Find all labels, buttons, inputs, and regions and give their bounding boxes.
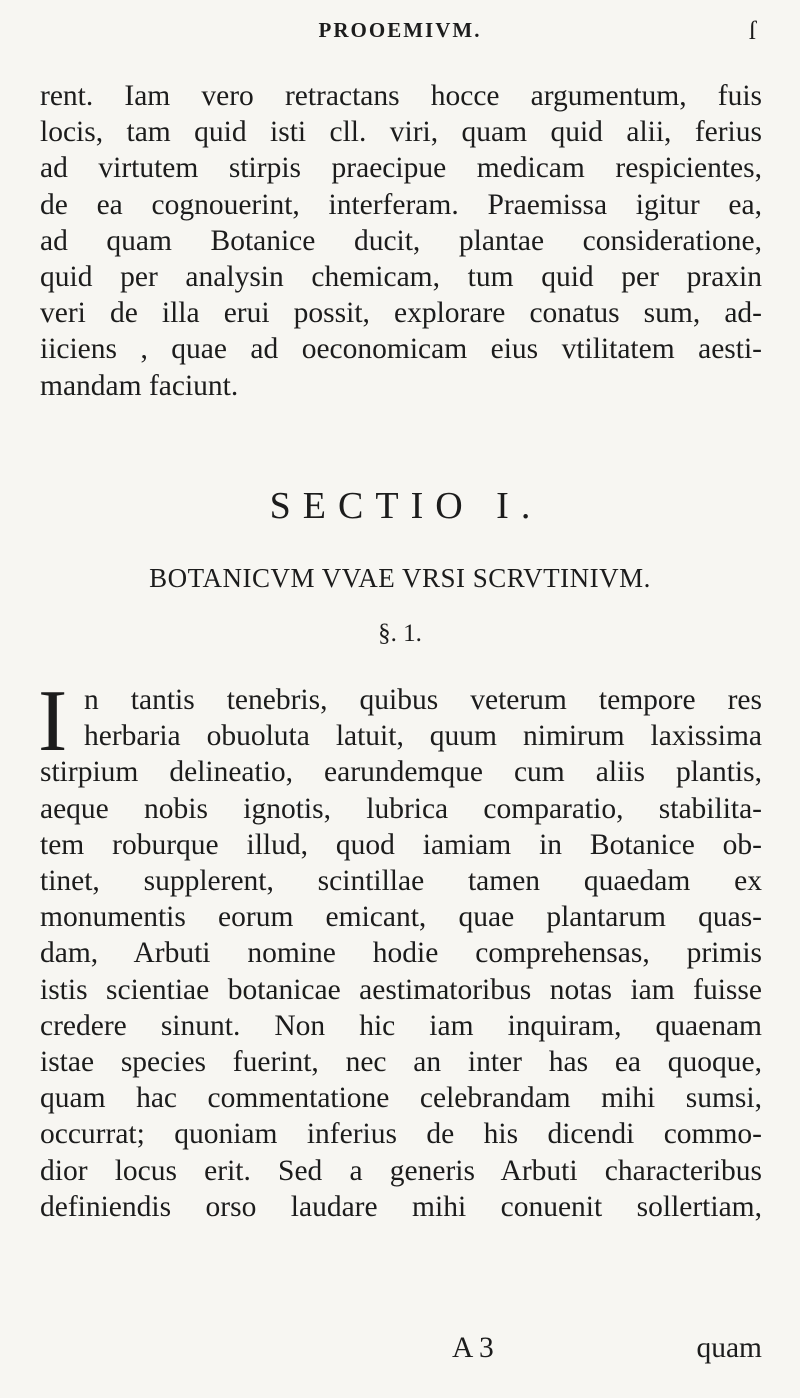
text-line: herbaria obuoluta latuit, quum nimirum laxissima <box>84 720 762 753</box>
text-line: rent. Iam vero retractans hocce argumentum, fuis <box>40 80 762 112</box>
text-line: n tantis tenebris, quibus veterum tempore res <box>84 684 762 716</box>
text-line: aeque nobis ignotis, lubrica comparatio, stabilita- <box>40 792 762 825</box>
text-line: tinet, supplerent, scintillae tamen quaedam ex <box>40 865 762 898</box>
text-line: monumentis eorum emicant, quae plantarum quas- <box>40 901 762 934</box>
text-line: istae species fuerint, nec an inter has ea quoque, <box>40 1046 762 1079</box>
text-line: occurrat; quoniam inferius de his dicendi commo- <box>40 1118 762 1151</box>
text-line: ad quam Botanice ducit, plantae consideratione, <box>40 224 762 257</box>
text-line: locis, tam quid isti cll. viri, quam quid alii, ferius <box>40 116 762 149</box>
text-line: credere sinunt. Non hic iam inquiram, quaenam <box>40 1009 762 1042</box>
text-line: quid per analysin chemicam, tum quid per praxin <box>40 261 762 294</box>
text-line: tem roburque illud, quod iamiam in Botanice ob- <box>40 828 762 861</box>
paragraph-mark: §. 1. <box>378 620 422 647</box>
page-mark: ſ <box>748 16 756 45</box>
body-paragraph <box>38 673 762 1225</box>
catchword: quam <box>696 1332 762 1364</box>
page-footer <box>0 1330 800 1370</box>
text-line: de ea cognouerint, interferam. Praemissa igitur ea, <box>40 188 762 221</box>
text-line: dior locus erit. Sed a generis Arbuti characteribus <box>40 1154 762 1187</box>
text-line: ad virtutem stirpis praecipue medicam respicientes, <box>40 152 762 185</box>
text-line: istis scientiae botanicae aestimatoribus notas iam fuisse <box>40 973 762 1006</box>
signature-mark: A 3 <box>452 1332 494 1364</box>
text-line: veri de illa erui possit, explorare conatus sum, ad- <box>40 297 762 330</box>
running-head <box>0 16 800 46</box>
text-line: stirpium delineatio, earundemque cum aliis plantis, <box>40 756 762 789</box>
section-title: SECTIO I. <box>269 485 543 527</box>
text-line: definiendis orso laudare mihi conuenit sollertiam, <box>40 1190 762 1223</box>
text-line: quam hac commentatione celebrandam mihi sumsi, <box>40 1082 762 1115</box>
running-head-title: PROOEMIVM. <box>318 18 482 42</box>
text-line: iiciens , quae ad oeconomicam eius vtilitatem aesti- <box>40 333 762 366</box>
text-line: dam, Arbuti nomine hodie comprehensas, primis <box>40 937 762 970</box>
text-line: mandam faciunt. <box>40 369 239 402</box>
drop-cap: I <box>38 673 68 770</box>
intro-paragraph <box>40 78 762 404</box>
section-subtitle: BOTANICVM VVAE VRSI SCRVTINIVM. <box>149 563 651 593</box>
